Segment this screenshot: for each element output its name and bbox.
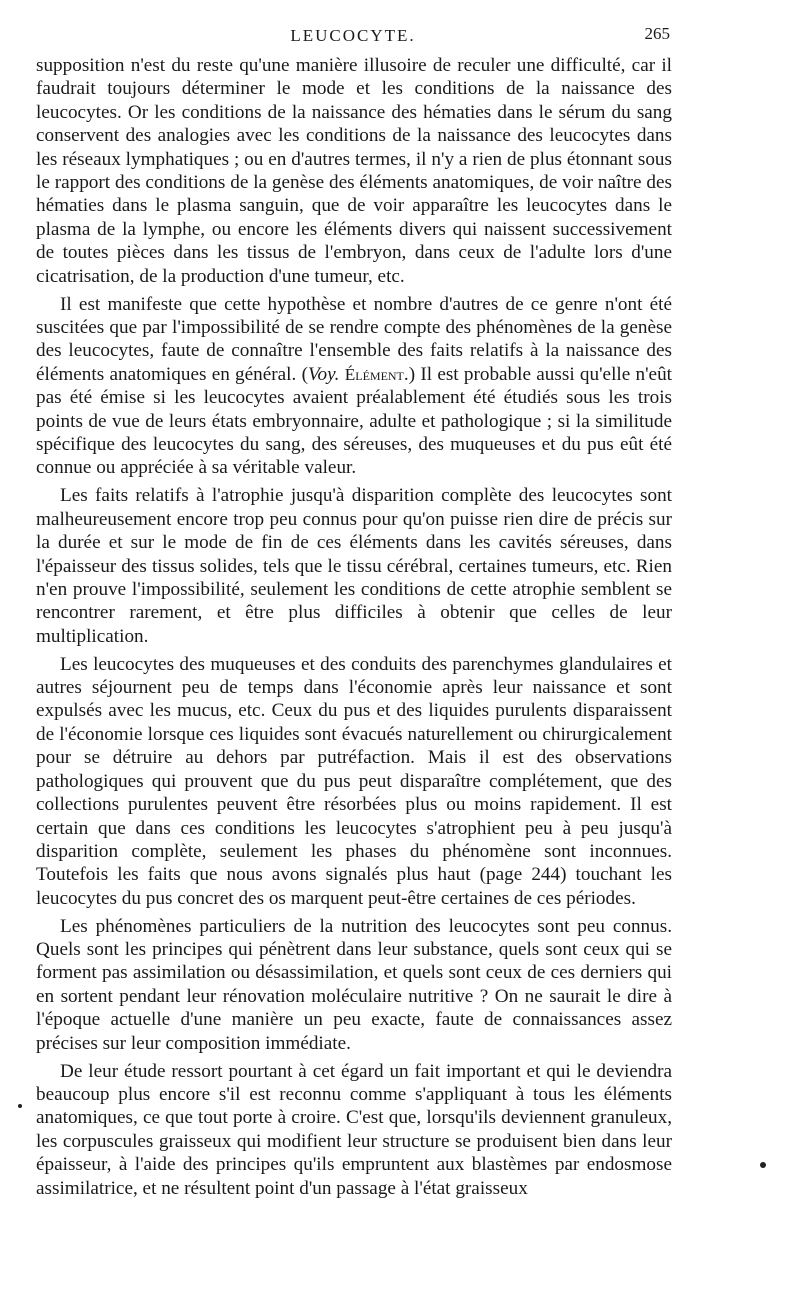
running-title: LEUCOCYTE.	[290, 26, 416, 45]
paragraph-text: .) Il est probable aussi qu'elle n'eût pas été émise si les leucocytes avaient préalablement été étudiés sous les trois points de vue de leurs états embryonnaire, adulte et pathologique ; si la similitude spécifique des leucocytes du sang, des séreuses, des muqueuses et du pus eût été connue ou appréciée à sa véritable valeur.	[36, 363, 672, 479]
paragraph-text: Les faits relatifs à l'atrophie jusqu'à disparition complète des leucocytes sont malheureusement encore trop peu connus pour qu'on puisse rien dire de précis sur la durée et sur le mode de fin de ces éléments dans les cavités séreuses, dans l'épaisseur des tissus solides, tels que le tissu cérébral, certaines tumeurs, etc. Rien n'en prouve l'impossibilité, seulement les conditions de cette atrophie semblent se rencontrer rarement, et être plus difficiles à obtenir que celles de leur multiplication.	[36, 485, 672, 647]
paragraph-text: Les phénomènes particuliers de la nutrition des leucocytes sont peu connus. Quels sont les principes qui pénètrent dans leur substance, quels sont ceux qui se forment pas assimilation ou désassimilation, et quels sont ceux de ces derniers qui en sortent pendant leur rénovation moléculaire nutritive ? On ne saurait le dire à l'époque actuelle d'une manière un peu exacte, faute de connaissances assez précises sur leur composition immédiate.	[36, 915, 672, 1054]
paragraph-4	[36, 653, 672, 910]
paragraph-text: supposition n'est du reste qu'une manière illusoire de reculer une difficulté, car il faudrait toujours déterminer le mode et les conditions de la naissance des leucocytes. Or les conditions de la naissance des hématies dans le sérum du sang conservent des analogies avec les conditions de la naissance des leucocytes dans les réseaux lymphatiques ; ou en d'autres termes, il n'y a rien de plus étonnant sous le rapport des conditions de la genèse des éléments anatomiques, de voir naître des hématies dans le plasma sanguin, que de voir apparaître les leucocytes dans le plasma de la lymphe, ou encore les éléments divers qui naissent successivement de toutes pièces dans les tissus de l'embryon, dans ceux de l'adulte lors d'une cicatrisation, de la production d'une tumeur, etc.	[36, 55, 672, 287]
paragraph-1	[36, 54, 672, 288]
print-speck	[760, 1162, 766, 1168]
paragraph-text: De leur étude ressort pourtant à cet égard un fait important et qui le deviendra beaucoup plus encore s'il est reconnu comme s'appliquant à tous les éléments anatomiques, ce que tout porte à croire. C'est que, lorsqu'ils deviennent granuleux, les corpuscules graisseux qui modifient leur structure se produisent bien dans leur épaisseur, à l'aide des principes qu'ils empruntent aux blastèmes par endosmose assimilatrice, et ne résultent point d'un passage à l'état graisseux	[36, 1060, 672, 1199]
page-header	[36, 24, 670, 50]
paragraph-6	[36, 1060, 672, 1200]
paragraph-2	[36, 293, 672, 480]
paragraph-3	[36, 484, 672, 648]
cross-reference-abbrev: Voy.	[307, 363, 340, 385]
print-speck	[18, 1104, 22, 1108]
cross-reference-term: Élément	[344, 364, 404, 384]
body-text	[36, 54, 672, 1205]
paragraph-text: Les leucocytes des muqueuses et des conduits des parenchymes glandulaires et autres séjournent peu de temps dans l'économie après leur naissance et sont expulsés avec les mucus, etc. Ceux du pus et des liquides purulents disparaissent de l'économie lorsque ces liquides sont évacués naturellement ou chirurgicalement pour se détruire au dehors par putréfaction. Mais il est des observations pathologiques qui prouvent que du pus peut disparaître complétement, que des collections purulentes peuvent être résorbées plus ou moins rapidement. Il est certain que dans ces conditions les leucocytes s'atrophient peu à peu jusqu'à disparition complète, seulement les phases du phénomène sont inconnues. Toutefois les faits que nous avons signalés plus haut (page 244) touchant les leucocytes du pus concret des os marquent peut-être certaines de ces périodes.	[36, 653, 672, 909]
paragraph-text: Il est manifeste que cette hypothèse et nombre d'autres de ce genre n'ont été suscitées que par l'impossibilité de se rendre compte des phénomènes de la genèse des leucocytes, faute de connaître l'ensemble des faits relatifs à la naissance des éléments anatomiques en général. (	[36, 293, 672, 385]
page-number: 265	[644, 24, 670, 43]
paragraph-5	[36, 915, 672, 1055]
